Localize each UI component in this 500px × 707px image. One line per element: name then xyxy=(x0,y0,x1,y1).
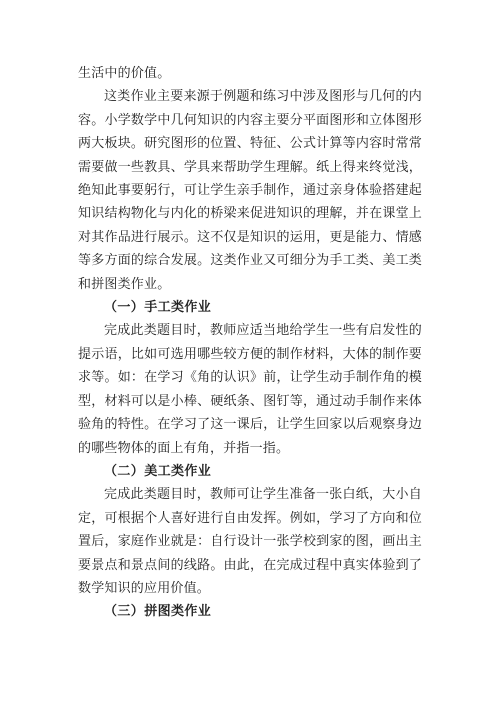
section-heading-puzzle: （三）拼图类作业 xyxy=(104,604,212,620)
paragraph-intro: 这类作业主要来源于例题和练习中涉及图形与几何的内容。小学数学中几何知识的内容主要分平面图形和立体图形两大板块。研究图形的位置、特征、公式计算等内容时常常需要做一些教具、学具来帮助学生理解。纸上得来终觉浅，绝知此事要躬行，可让学生亲手制作，通过亲身体验搭建起知识结构物化与内化的桥梁来促进知识的理解，并在课堂上对其作品进行展示。这不仅是知识的运用，更是能力、情感等多方面的综合发展。这类作业又可细分为手工类、美工类和拼图类作业。 xyxy=(78,89,422,292)
paragraph-art: 完成此类题目时，教师可让学生准备一张白纸，大小自定，可根据个人喜好进行自由发挥。例如，学习了方向和位置后，家庭作业就是：自行设计一张学校到家的图，画出主要景点和景点间的线路。由此，在完成过程中真实体验到了数学知识的应用价值。 xyxy=(78,487,422,596)
section-heading-art: （二）美工类作业 xyxy=(104,463,212,479)
document-body xyxy=(78,62,422,624)
section-heading-handcraft: （一）手工类作业 xyxy=(104,300,212,316)
paragraph-continuation: 生活中的价值。 xyxy=(78,66,171,81)
paragraph-handcraft: 完成此类题目时，教师应适当地给学生一些有启发性的提示语，比如可选用哪些较方便的制作材料，大体的制作要求等。如：在学习《角的认识》前，让学生动手制作角的模型，材料可以是小棒、硬纸条、图钉等，通过动手制作来体验角的特性。在学习了这一课后，让学生回家以后观察身边的哪些物体的面上有角，并指一指。 xyxy=(78,323,422,456)
